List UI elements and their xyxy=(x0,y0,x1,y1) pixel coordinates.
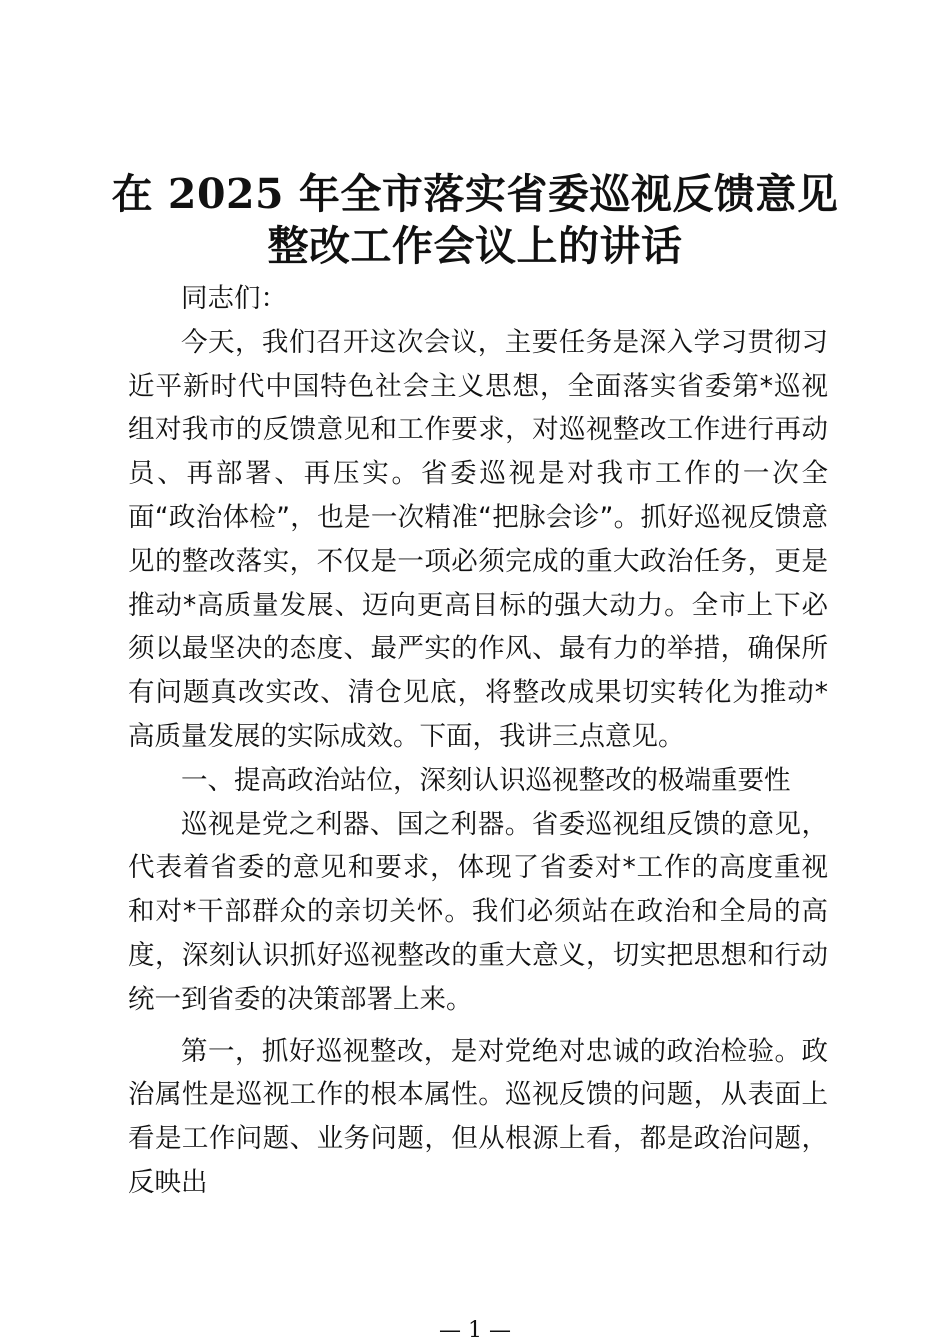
paragraph-point-1: 第一，抓好巡视整改，是对党绝对忠诚的政治检验。政治属性是巡视工作的根本属性。巡视反馈的问题，从表面上看是工作问题、业务问题，但从根源上看，都是政治问题，反映出 xyxy=(128,1035,828,1198)
document-title-line-1: 在 2025 年全市落实省委巡视反馈意见 xyxy=(111,170,839,218)
page-number: — 1 — xyxy=(439,1318,511,1343)
salutation: 同志们： xyxy=(181,283,287,314)
paragraph-section-1: 巡视是党之利器、国之利器。省委巡视组反馈的意见，代表着省委的意见和要求，体现了省委对*工作的高度重视和对*干部群众的亲切关怀。我们必须站在政治和全局的高度，深刻认识抓好巡视整改的重大意义，切实把思想和行动统一到省委的决策部署上来。 xyxy=(128,808,828,1015)
section-heading-1: 一、提高政治站位，深刻认识巡视整改的极端重要性 xyxy=(181,764,791,796)
document-title-line-2: 整改工作会议上的讲话 xyxy=(267,222,683,270)
document-body xyxy=(128,277,828,1205)
paragraph-intro: 今天，我们召开这次会议，主要任务是深入学习贯彻习近平新时代中国特色社会主义思想，全面落实省委第*巡视组对我市的反馈意见和工作要求，对巡视整改工作进行再动员、再部署、再压实。省委巡视是对我市工作的一次全面“政治体检”，也是一次精准“把脉会诊”。抓好巡视反馈意见的整改落实，不仅是一项必须完成的重大政治任务，更是推动*高质量发展、迈向更高目标的强大动力。全市上下必须以最坚决的态度、最严实的作风、最有力的举措，确保所有问题真改实改、清仓见底，将整改成果切实转化为推动*高质量发展的实际成效。下面，我讲三点意见。 xyxy=(128,326,828,752)
